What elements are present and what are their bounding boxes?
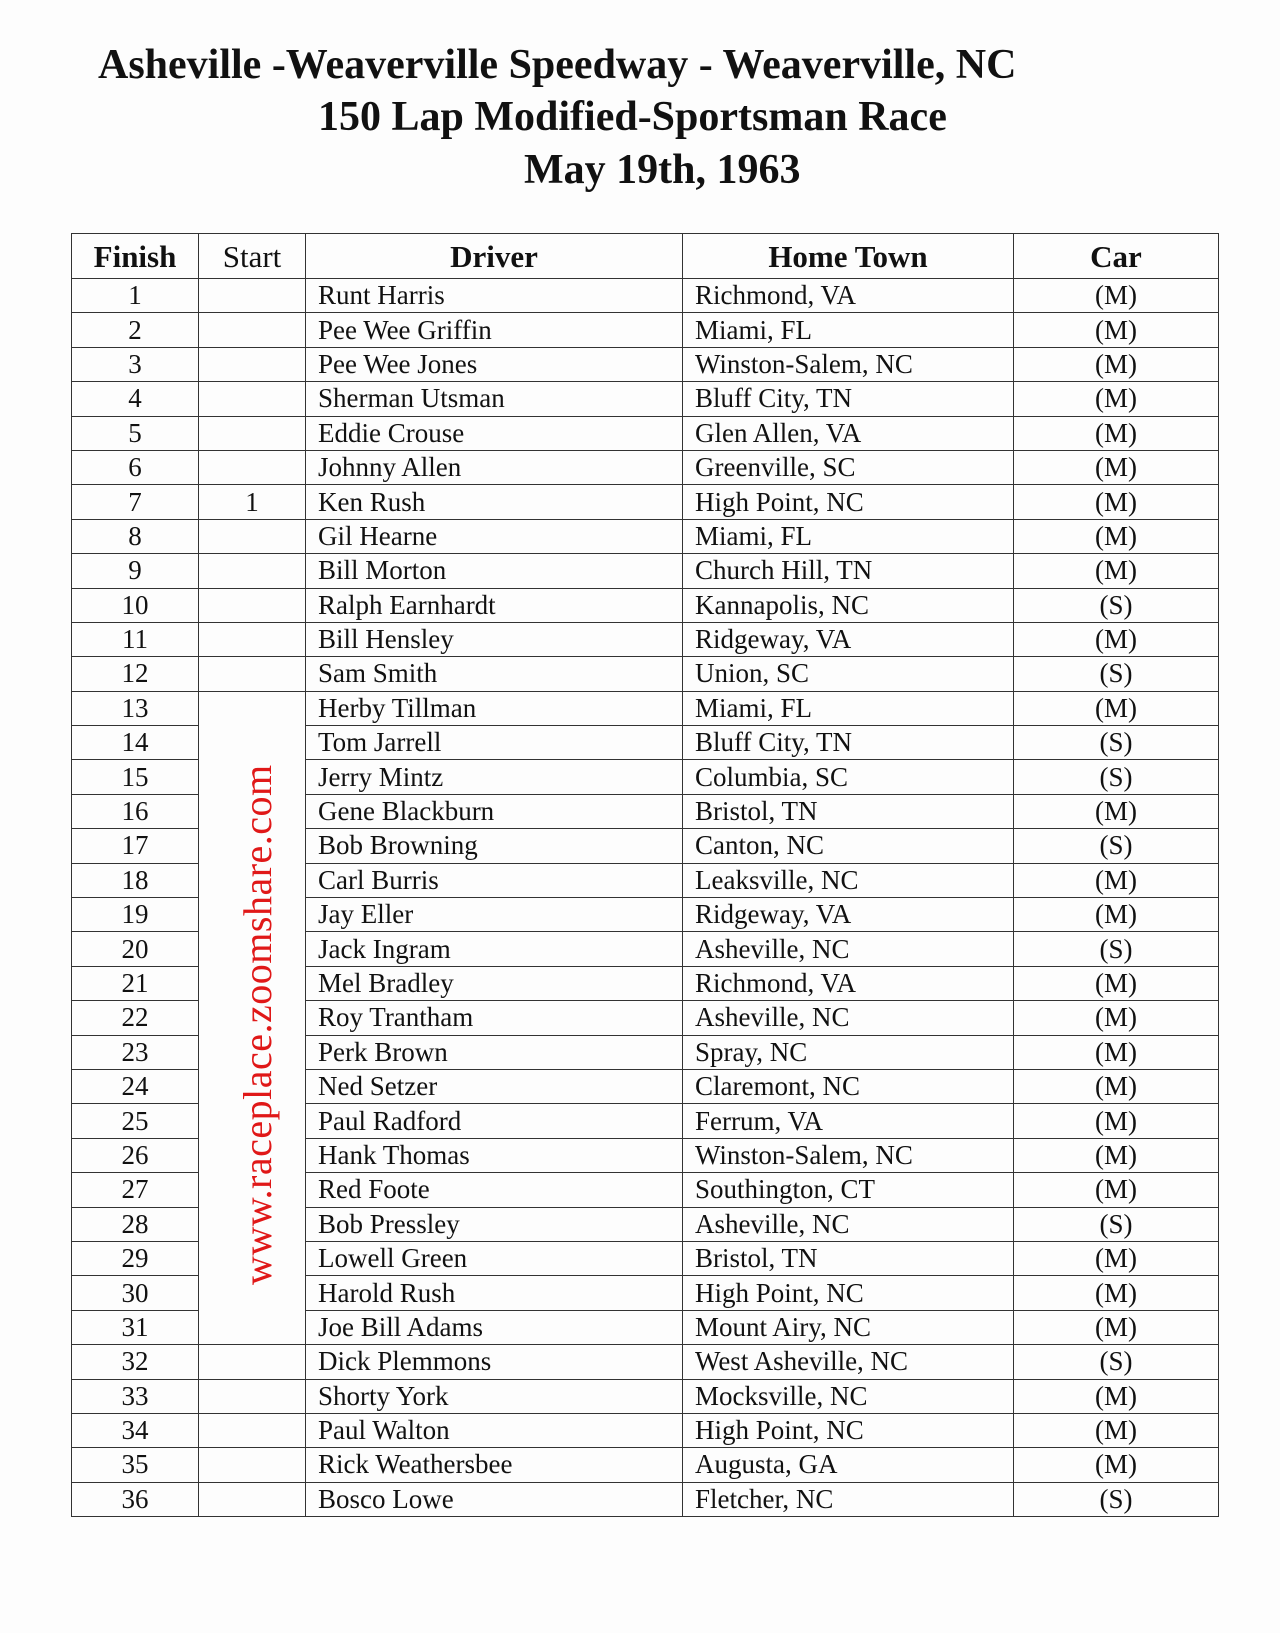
home-town-cell: Winston-Salem, NC xyxy=(683,347,1014,381)
home-town-cell: Southington, CT xyxy=(683,1173,1014,1207)
driver-cell: Jerry Mintz xyxy=(306,760,683,794)
driver-cell: Perk Brown xyxy=(306,1035,683,1069)
table-row xyxy=(72,1310,1219,1344)
driver-cell: Dick Plemmons xyxy=(306,1345,683,1379)
home-town-cell: Richmond, VA xyxy=(683,966,1014,1000)
driver-cell: Ralph Earnhardt xyxy=(306,588,683,622)
car-cell: (S) xyxy=(1014,1207,1219,1241)
driver-cell: Joe Bill Adams xyxy=(306,1310,683,1344)
header-row xyxy=(72,234,1219,279)
driver-cell: Runt Harris xyxy=(306,279,683,313)
column-header-finish: Finish xyxy=(72,234,199,279)
driver-cell: Jay Eller xyxy=(306,898,683,932)
home-town-cell: West Asheville, NC xyxy=(683,1345,1014,1379)
finish-cell: 19 xyxy=(72,898,199,932)
start-cell xyxy=(199,1379,306,1413)
driver-cell: Pee Wee Jones xyxy=(306,347,683,381)
car-cell: (M) xyxy=(1014,1448,1219,1482)
finish-cell: 14 xyxy=(72,726,199,760)
car-cell: (M) xyxy=(1014,1069,1219,1103)
car-cell: (S) xyxy=(1014,829,1219,863)
driver-cell: Hank Thomas xyxy=(306,1138,683,1172)
start-cell xyxy=(199,382,306,416)
table-row xyxy=(72,485,1219,519)
table-row xyxy=(72,382,1219,416)
start-cell xyxy=(199,622,306,656)
start-cell xyxy=(199,347,306,381)
car-cell: (S) xyxy=(1014,588,1219,622)
finish-cell: 15 xyxy=(72,760,199,794)
car-cell: (M) xyxy=(1014,898,1219,932)
car-cell: (M) xyxy=(1014,485,1219,519)
home-town-cell: Mocksville, NC xyxy=(683,1379,1014,1413)
start-cell xyxy=(199,450,306,484)
driver-cell: Paul Walton xyxy=(306,1413,683,1447)
driver-cell: Bill Hensley xyxy=(306,622,683,656)
table-row xyxy=(72,554,1219,588)
home-town-cell: Greenville, SC xyxy=(683,450,1014,484)
column-header-home-town: Home Town xyxy=(683,234,1014,279)
home-town-cell: Miami, FL xyxy=(683,313,1014,347)
car-cell: (M) xyxy=(1014,347,1219,381)
finish-cell: 30 xyxy=(72,1276,199,1310)
driver-cell: Sam Smith xyxy=(306,657,683,691)
column-header-car: Car xyxy=(1014,234,1219,279)
home-town-cell: Richmond, VA xyxy=(683,279,1014,313)
start-cell xyxy=(199,1448,306,1482)
driver-cell: Pee Wee Griffin xyxy=(306,313,683,347)
start-cell xyxy=(199,554,306,588)
track-title: Asheville -Weaverville Speedway - Weaverville, NC xyxy=(98,42,1017,88)
start-cell xyxy=(199,1413,306,1447)
car-cell: (S) xyxy=(1014,657,1219,691)
home-town-cell: Columbia, SC xyxy=(683,760,1014,794)
car-cell: (M) xyxy=(1014,1173,1219,1207)
home-town-cell: High Point, NC xyxy=(683,485,1014,519)
home-town-cell: Glen Allen, VA xyxy=(683,416,1014,450)
car-cell: (M) xyxy=(1014,1413,1219,1447)
finish-cell: 10 xyxy=(72,588,199,622)
table-row xyxy=(72,588,1219,622)
finish-cell: 5 xyxy=(72,416,199,450)
finish-cell: 27 xyxy=(72,1173,199,1207)
race-title: 150 Lap Modified-Sportsman Race xyxy=(318,94,947,140)
finish-cell: 24 xyxy=(72,1069,199,1103)
home-town-cell: Bristol, TN xyxy=(683,794,1014,828)
home-town-cell: Ferrum, VA xyxy=(683,1104,1014,1138)
car-cell: (M) xyxy=(1014,966,1219,1000)
table-row xyxy=(72,1379,1219,1413)
home-town-cell: Fletcher, NC xyxy=(683,1482,1014,1516)
table-row xyxy=(72,416,1219,450)
driver-cell: Red Foote xyxy=(306,1173,683,1207)
start-cell: 1 xyxy=(199,485,306,519)
driver-cell: Shorty York xyxy=(306,1379,683,1413)
finish-cell: 32 xyxy=(72,1345,199,1379)
column-header-start: Start xyxy=(199,234,306,279)
table-row xyxy=(72,1345,1219,1379)
driver-cell: Roy Trantham xyxy=(306,1001,683,1035)
home-town-cell: Canton, NC xyxy=(683,829,1014,863)
start-cell xyxy=(199,588,306,622)
race-date: May 19th, 1963 xyxy=(524,147,801,193)
start-cell xyxy=(199,519,306,553)
driver-cell: Lowell Green xyxy=(306,1241,683,1275)
start-cell xyxy=(199,657,306,691)
finish-cell: 23 xyxy=(72,1035,199,1069)
driver-cell: Ken Rush xyxy=(306,485,683,519)
home-town-cell: Ridgeway, VA xyxy=(683,622,1014,656)
home-town-cell: Bristol, TN xyxy=(683,1241,1014,1275)
finish-cell: 31 xyxy=(72,1310,199,1344)
home-town-cell: Ridgeway, VA xyxy=(683,898,1014,932)
car-cell: (M) xyxy=(1014,863,1219,897)
finish-cell: 18 xyxy=(72,863,199,897)
home-town-cell: High Point, NC xyxy=(683,1276,1014,1310)
finish-cell: 12 xyxy=(72,657,199,691)
car-cell: (S) xyxy=(1014,726,1219,760)
car-cell: (M) xyxy=(1014,313,1219,347)
driver-cell: Gene Blackburn xyxy=(306,794,683,828)
driver-cell: Sherman Utsman xyxy=(306,382,683,416)
finish-cell: 33 xyxy=(72,1379,199,1413)
home-town-cell: Mount Airy, NC xyxy=(683,1310,1014,1344)
home-town-cell: High Point, NC xyxy=(683,1413,1014,1447)
driver-cell: Bob Pressley xyxy=(306,1207,683,1241)
start-cell xyxy=(199,691,306,725)
table-row xyxy=(72,313,1219,347)
start-cell xyxy=(199,416,306,450)
car-cell: (S) xyxy=(1014,760,1219,794)
driver-cell: Johnny Allen xyxy=(306,450,683,484)
driver-cell: Tom Jarrell xyxy=(306,726,683,760)
driver-cell: Carl Burris xyxy=(306,863,683,897)
car-cell: (M) xyxy=(1014,1104,1219,1138)
table-row xyxy=(72,519,1219,553)
car-cell: (M) xyxy=(1014,450,1219,484)
home-town-cell: Asheville, NC xyxy=(683,1207,1014,1241)
home-town-cell: Miami, FL xyxy=(683,691,1014,725)
finish-cell: 20 xyxy=(72,932,199,966)
car-cell: (M) xyxy=(1014,794,1219,828)
home-town-cell: Kannapolis, NC xyxy=(683,588,1014,622)
home-town-cell: Miami, FL xyxy=(683,519,1014,553)
driver-cell: Bill Morton xyxy=(306,554,683,588)
table-row xyxy=(72,726,1219,760)
car-cell: (M) xyxy=(1014,1138,1219,1172)
car-cell: (M) xyxy=(1014,1035,1219,1069)
finish-cell: 3 xyxy=(72,347,199,381)
home-town-cell: Augusta, GA xyxy=(683,1448,1014,1482)
car-cell: (M) xyxy=(1014,691,1219,725)
home-town-cell: Bluff City, TN xyxy=(683,726,1014,760)
table-row xyxy=(72,1448,1219,1482)
car-cell: (M) xyxy=(1014,416,1219,450)
driver-cell: Gil Hearne xyxy=(306,519,683,553)
home-town-cell: Asheville, NC xyxy=(683,932,1014,966)
finish-cell: 13 xyxy=(72,691,199,725)
start-cell xyxy=(199,279,306,313)
finish-cell: 6 xyxy=(72,450,199,484)
finish-cell: 26 xyxy=(72,1138,199,1172)
car-cell: (M) xyxy=(1014,622,1219,656)
home-town-cell: Union, SC xyxy=(683,657,1014,691)
finish-cell: 9 xyxy=(72,554,199,588)
driver-cell: Jack Ingram xyxy=(306,932,683,966)
table-row xyxy=(72,1413,1219,1447)
car-cell: (S) xyxy=(1014,932,1219,966)
home-town-cell: Claremont, NC xyxy=(683,1069,1014,1103)
finish-cell: 7 xyxy=(72,485,199,519)
watermark: www.raceplace.zoomshare.com xyxy=(235,764,280,1285)
car-cell: (S) xyxy=(1014,1345,1219,1379)
home-town-cell: Spray, NC xyxy=(683,1035,1014,1069)
finish-cell: 4 xyxy=(72,382,199,416)
start-cell xyxy=(199,726,306,760)
car-cell: (S) xyxy=(1014,1482,1219,1516)
driver-cell: Mel Bradley xyxy=(306,966,683,1000)
car-cell: (M) xyxy=(1014,519,1219,553)
driver-cell: Ned Setzer xyxy=(306,1069,683,1103)
start-cell xyxy=(199,1310,306,1344)
finish-cell: 34 xyxy=(72,1413,199,1447)
table-row xyxy=(72,657,1219,691)
car-cell: (M) xyxy=(1014,382,1219,416)
home-town-cell: Winston-Salem, NC xyxy=(683,1138,1014,1172)
start-cell xyxy=(199,313,306,347)
car-cell: (M) xyxy=(1014,554,1219,588)
table-row xyxy=(72,691,1219,725)
finish-cell: 22 xyxy=(72,1001,199,1035)
finish-cell: 29 xyxy=(72,1241,199,1275)
finish-cell: 11 xyxy=(72,622,199,656)
finish-cell: 16 xyxy=(72,794,199,828)
driver-cell: Paul Radford xyxy=(306,1104,683,1138)
finish-cell: 8 xyxy=(72,519,199,553)
driver-cell: Herby Tillman xyxy=(306,691,683,725)
finish-cell: 21 xyxy=(72,966,199,1000)
finish-cell: 36 xyxy=(72,1482,199,1516)
home-town-cell: Asheville, NC xyxy=(683,1001,1014,1035)
driver-cell: Rick Weathersbee xyxy=(306,1448,683,1482)
column-header-driver: Driver xyxy=(306,234,683,279)
driver-cell: Eddie Crouse xyxy=(306,416,683,450)
car-cell: (M) xyxy=(1014,1379,1219,1413)
finish-cell: 35 xyxy=(72,1448,199,1482)
start-cell xyxy=(199,1345,306,1379)
finish-cell: 1 xyxy=(72,279,199,313)
home-town-cell: Leaksville, NC xyxy=(683,863,1014,897)
driver-cell: Harold Rush xyxy=(306,1276,683,1310)
driver-cell: Bosco Lowe xyxy=(306,1482,683,1516)
finish-cell: 17 xyxy=(72,829,199,863)
home-town-cell: Bluff City, TN xyxy=(683,382,1014,416)
table-row xyxy=(72,622,1219,656)
table-row xyxy=(72,279,1219,313)
table-row xyxy=(72,347,1219,381)
car-cell: (M) xyxy=(1014,1276,1219,1310)
home-town-cell: Church Hill, TN xyxy=(683,554,1014,588)
table-row xyxy=(72,450,1219,484)
finish-cell: 25 xyxy=(72,1104,199,1138)
car-cell: (M) xyxy=(1014,279,1219,313)
finish-cell: 28 xyxy=(72,1207,199,1241)
car-cell: (M) xyxy=(1014,1001,1219,1035)
car-cell: (M) xyxy=(1014,1310,1219,1344)
driver-cell: Bob Browning xyxy=(306,829,683,863)
start-cell xyxy=(199,1482,306,1516)
car-cell: (M) xyxy=(1014,1241,1219,1275)
table-row xyxy=(72,1482,1219,1516)
finish-cell: 2 xyxy=(72,313,199,347)
